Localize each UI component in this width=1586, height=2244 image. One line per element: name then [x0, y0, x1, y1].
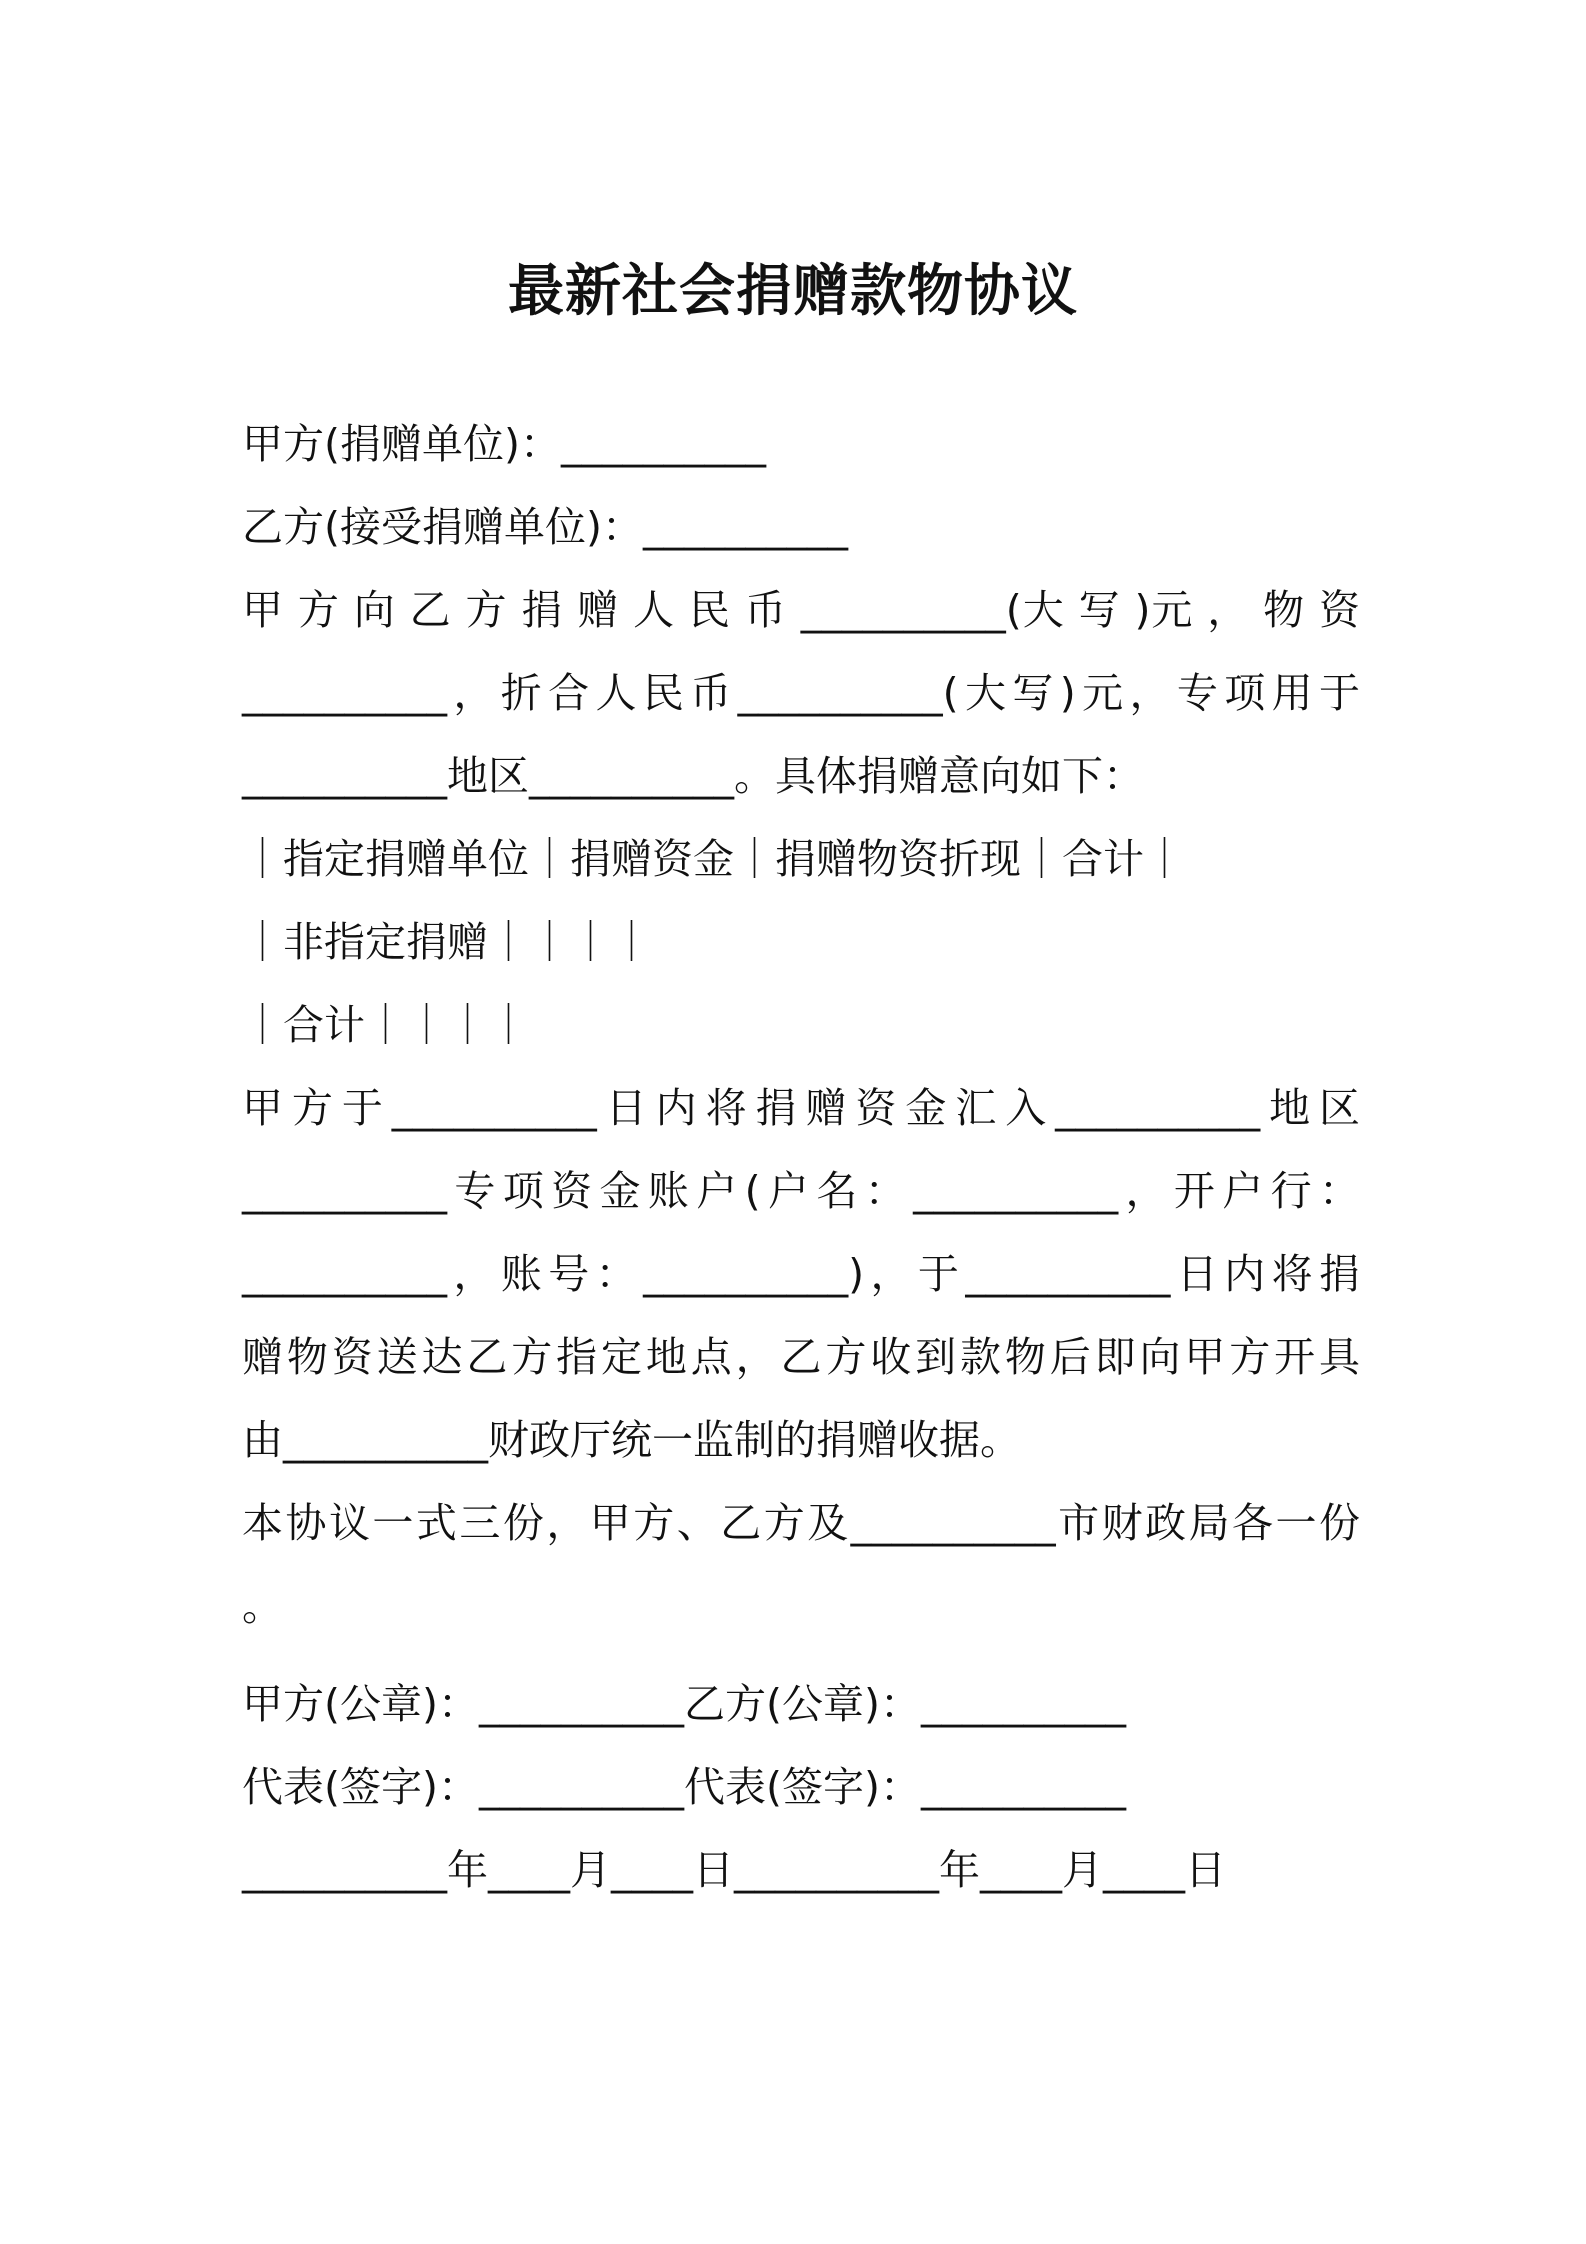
paragraph-line: 。: [242, 1582, 283, 1630]
paragraph-line: __________地区__________。具体捐赠意向如下：: [242, 752, 1144, 800]
date-line: __________年____月____日__________年____月____日: [242, 1846, 1226, 1894]
party-a-line: 甲方(捐赠单位)：__________: [242, 420, 766, 468]
table-row-line: ｜非指定捐赠｜｜｜｜: [242, 918, 652, 966]
paragraph-line: 本协议一式三份，甲方、乙方及__________市财政局各一份: [242, 1499, 1360, 1547]
paragraph-line: 赠物资送达乙方指定地点，乙方收到款物后即向甲方开具: [242, 1333, 1360, 1381]
party-b-line: 乙方(接受捐赠单位)：__________: [242, 503, 848, 551]
table-row-line: ｜指定捐赠单位｜捐赠资金｜捐赠物资折现｜合计｜: [242, 835, 1185, 883]
paragraph-line: __________，账号：__________)，于__________日内将捐: [242, 1250, 1360, 1298]
paragraph-line: 甲 方 向 乙 方 捐 赠 人 民 币 __________(大 写 )元 ， 物 资: [242, 586, 1360, 634]
paragraph-line: __________专项资金账户(户名：__________，开户行：: [242, 1167, 1360, 1215]
paragraph-line: __________，折合人民币__________(大写)元，专项用于: [242, 669, 1360, 717]
paragraph-line: 甲方于__________日内将捐赠资金汇入__________地区: [242, 1084, 1360, 1132]
document-title: 最新社会捐赠款物协议: [508, 259, 1078, 324]
table-row-line: ｜合计｜｜｜｜: [242, 1001, 529, 1049]
signature-line: 代表(签字)：__________代表(签字)：__________: [242, 1763, 1126, 1811]
paragraph-line: 由__________财政厅统一监制的捐赠收据。: [242, 1416, 1021, 1464]
seal-line: 甲方(公章)：__________乙方(公章)：__________: [242, 1680, 1126, 1728]
